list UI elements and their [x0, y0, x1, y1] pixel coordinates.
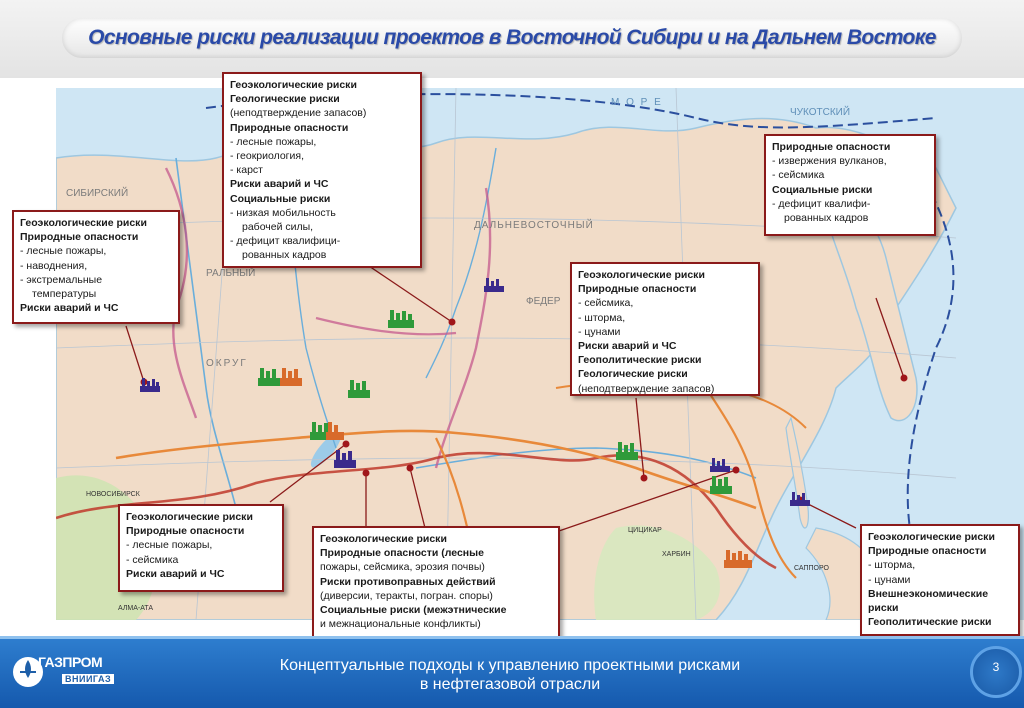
risk-category: Социальные риски: [230, 192, 331, 205]
risk-category: Геологические риски: [578, 368, 688, 381]
risk-category: Риски противоправных действий: [320, 575, 496, 588]
page-number: 3: [992, 660, 1000, 674]
map-label-tsitsikar: ЦИЦИКАР: [628, 527, 662, 534]
risk-box-left: [12, 210, 180, 324]
risk-detail: - цунами: [578, 325, 621, 338]
risk-category: Внешнеэкономические: [868, 587, 989, 600]
footer-divider: [0, 636, 1024, 639]
risk-detail: - дефицит квалифици-: [230, 235, 341, 248]
risk-category: Социальные риски (межэтнические: [320, 604, 507, 617]
map-label-more: М О Р Е: [611, 97, 663, 108]
site-marker: [407, 465, 414, 472]
risk-detail: - сейсмика: [772, 169, 825, 182]
logo-bar: [20, 671, 36, 673]
risk-detail: - геокриология,: [230, 150, 304, 163]
risk-category: Природные опасности: [772, 141, 891, 153]
page-title: Основные риски реализации проектов в Восточной Сибири и на Дальнем Востоке: [88, 26, 936, 49]
risk-category: Риски аварий и ЧС: [20, 302, 119, 315]
map-label-okrug: ОКРУГ: [206, 358, 248, 369]
map-label-federal: ФЕДЕР: [526, 296, 561, 307]
risk-category: Природные опасности: [230, 121, 349, 134]
risk-detail: - извержения вулканов,: [772, 155, 887, 168]
risk-box-top-right: [764, 134, 936, 236]
risk-detail: - экстремальные: [20, 273, 103, 286]
logo-wordmark: ГАЗПРОМ: [38, 654, 103, 670]
risk-detail: - дефицит квалифи-: [772, 197, 871, 210]
risk-category: Риски аварий и ЧС: [230, 178, 329, 191]
risk-category: Геополитические риски: [578, 354, 702, 367]
site-marker: [343, 441, 350, 448]
risk-detail: рованных кадров: [784, 212, 869, 225]
risk-box-bottom-left: [118, 504, 284, 592]
risk-category: Геоэкологические риски: [868, 531, 995, 543]
risk-detail: (неподтверждение запасов): [230, 107, 367, 120]
map-label-harbin: ХАРБИН: [662, 551, 691, 558]
map-label-sapporo: САППОРО: [794, 565, 829, 572]
risk-detail: - карст: [230, 164, 263, 177]
risk-detail: температуры: [32, 288, 97, 301]
risk-detail: - сейсмика: [126, 553, 179, 566]
risk-detail: пожары, сейсмика, эрозия почвы): [320, 561, 485, 574]
site-marker: [363, 470, 370, 477]
risk-detail: - цунами: [868, 573, 911, 586]
risk-detail: - шторма,: [868, 559, 916, 572]
site-marker: [449, 319, 456, 326]
risk-detail: - лесные пожары,: [230, 135, 317, 148]
map-label-dalnevostochny: ДАЛЬНЕВОСТОЧНЫЙ: [474, 220, 594, 231]
risk-detail: - наводнения,: [20, 259, 88, 272]
risk-category: Геоэкологические риски: [578, 269, 705, 281]
risk-category: Геоэкологические риски: [230, 79, 357, 91]
gazprom-logo: [10, 644, 118, 700]
risk-detail: - низкая мобильность: [230, 206, 336, 219]
risk-detail: (неподтверждение запасов): [578, 382, 715, 395]
footer-caption-line-1: Концептуальные подходы к управлению проектными рисками: [279, 657, 741, 674]
risk-category: Геологические риски: [230, 93, 340, 106]
risk-category: Природные опасности (лесные: [320, 547, 484, 560]
risk-category: Геоэкологические риски: [20, 217, 147, 229]
logo-subtitle: ВНИИГАЗ: [62, 674, 114, 684]
risk-category: риски: [868, 602, 899, 615]
risk-box-middle-right: [570, 262, 760, 396]
risk-category: Риски аварий и ЧС: [578, 340, 677, 353]
risk-box-top-center: [222, 72, 422, 268]
risk-category: Геополитические риски: [868, 616, 992, 629]
risk-detail: - сейсмика,: [578, 297, 634, 310]
risk-category: Природные опасности: [868, 545, 987, 558]
risk-category: Риски аварий и ЧС: [126, 567, 225, 580]
footer-caption: [180, 656, 840, 694]
map-label-chukotsky: ЧУКОТСКИЙ: [790, 107, 851, 118]
risk-detail: - лесные пожары,: [126, 539, 213, 552]
site-marker: [733, 467, 740, 474]
risk-detail: - лесные пожары,: [20, 245, 107, 258]
map-label-uralny: РАЛЬНЫЙ: [206, 268, 256, 279]
map-label-alma-ata: АЛМА-АТА: [118, 605, 154, 612]
risk-category: Социальные риски: [772, 183, 873, 196]
map-label-sibirsky: СИБИРСКИЙ: [66, 188, 129, 199]
risk-box-bottom-right: [860, 524, 1020, 636]
site-marker: [641, 475, 648, 482]
risk-detail: рованных кадров: [242, 249, 327, 262]
site-marker: [901, 375, 908, 382]
risk-detail: рабочей силы,: [242, 221, 314, 234]
risk-category: Природные опасности: [20, 231, 139, 244]
risk-detail: - шторма,: [578, 311, 626, 324]
risk-detail: (диверсии, теракты, погран. споры): [320, 589, 493, 602]
risk-box-bottom-center: [312, 526, 560, 642]
footer-caption-line-2: в нефтегазовой отрасли: [419, 676, 601, 693]
risk-category: Природные опасности: [578, 283, 697, 296]
risk-category: Геоэкологические риски: [320, 533, 447, 545]
map-label-novosibirsk: НОВОСИБИРСК: [86, 491, 140, 498]
risk-detail: и межнациональные конфликты): [320, 618, 481, 631]
risk-category: Природные опасности: [126, 525, 245, 538]
risk-category: Геоэкологические риски: [126, 511, 253, 523]
